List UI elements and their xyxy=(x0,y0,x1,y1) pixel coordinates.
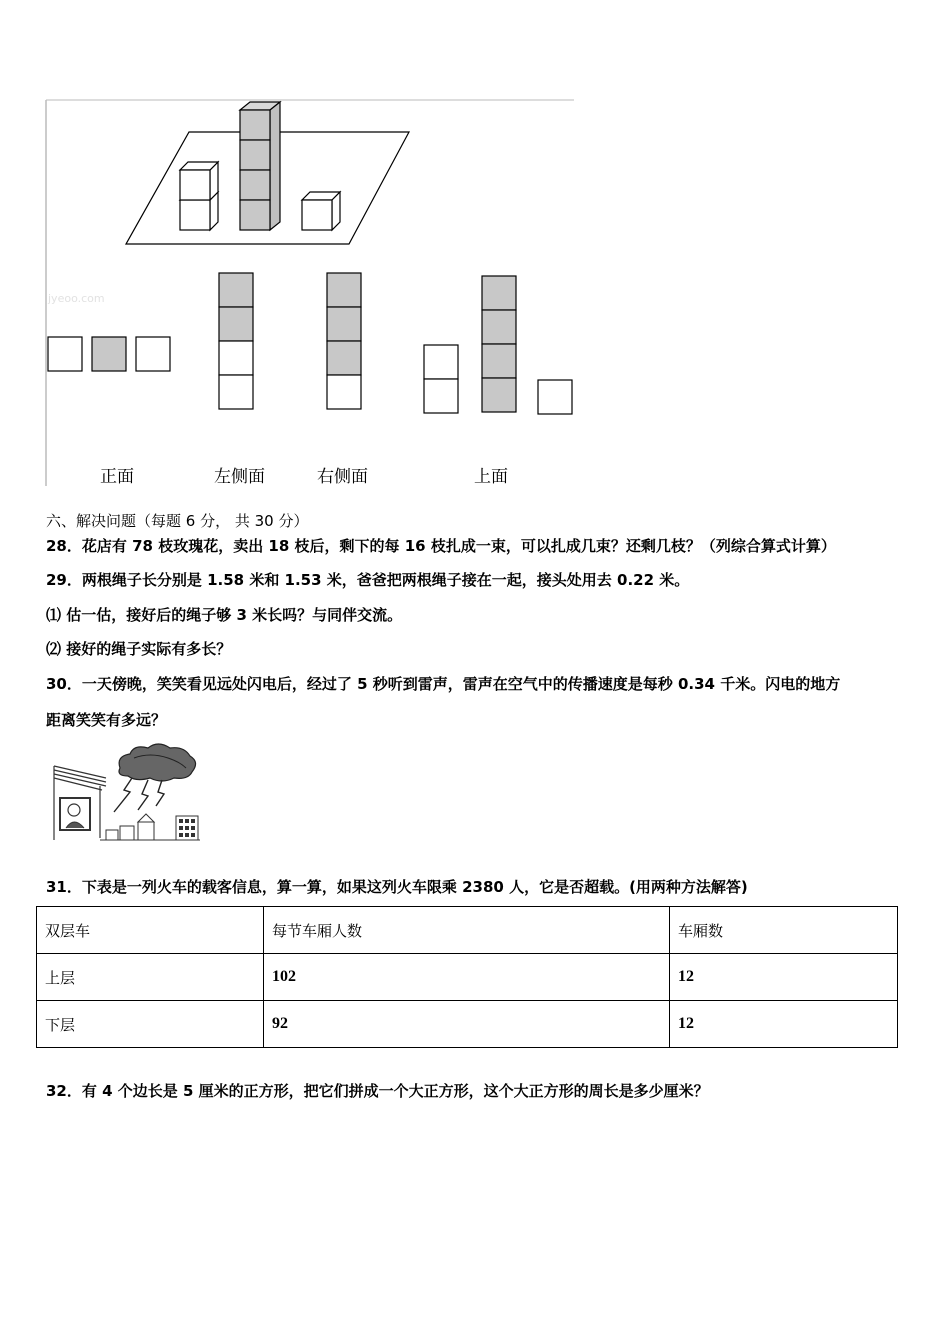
cube-diagram xyxy=(44,96,576,488)
table-cell: 102 xyxy=(264,954,670,1001)
table-cell: 12 xyxy=(670,1001,898,1048)
question-28: 28．花店有 78 枝玫瑰花，卖出 18 枝后，剩下的每 16 枝扎成一束，可以扎成几束？还剩几枝？（列综合算式计算） xyxy=(46,537,836,555)
table-cell: 上层 xyxy=(37,954,264,1001)
table-header-row xyxy=(37,907,898,954)
label-left-side: 左侧面 xyxy=(214,467,265,487)
table-row xyxy=(37,1001,898,1048)
table-cell: 92 xyxy=(264,1001,670,1048)
three-view-figure xyxy=(44,96,576,488)
table-header: 双层车 xyxy=(37,907,264,954)
question-30-line-1: 30．一天傍晚，笑笑看见远处闪电后，经过了 5 秒听到雷声，雷声在空气中的传播速度是每秒 0.34 千米。闪电的地方 xyxy=(46,675,841,693)
table-cell: 12 xyxy=(670,954,898,1001)
label-top: 上面 xyxy=(474,467,508,487)
question-29: 29．两根绳子长分别是 1.58 米和 1.53 米，爸爸把两根绳子接在一起，接头处用去 0.22 米。 xyxy=(46,571,690,589)
view-right xyxy=(327,273,361,409)
cube-single-right xyxy=(302,192,340,230)
table-row xyxy=(37,954,898,1001)
view-front xyxy=(48,337,170,371)
label-front: 正面 xyxy=(100,467,134,487)
question-31: 31．下表是一列火车的载客信息，算一算，如果这列火车限乘 2380 人，它是否超载。(用两种方法解答) xyxy=(46,878,748,896)
label-right-side: 右侧面 xyxy=(317,467,368,487)
question-30-line-2: 距离笑笑有多远？ xyxy=(46,711,167,729)
view-top xyxy=(424,276,572,414)
table-header: 车厢数 xyxy=(670,907,898,954)
table-cell: 下层 xyxy=(37,1001,264,1048)
view-left xyxy=(219,273,253,409)
lightning-illustration xyxy=(50,740,202,844)
question-32: 32．有 4 个边长是 5 厘米的正方形，把它们拼成一个大正方形，这个大正方形的周长是多少厘米？ xyxy=(46,1082,709,1100)
table-header: 每节车厢人数 xyxy=(264,907,670,954)
lightning-scene xyxy=(50,740,202,844)
watermark: jyeoo.com xyxy=(48,292,105,305)
cube-stack-middle xyxy=(240,102,280,230)
passenger-table xyxy=(36,906,898,1048)
question-29-part-2: ⑵ 接好的绳子实际有多长？ xyxy=(46,640,232,658)
question-29-part-1: ⑴ 估一估，接好后的绳子够 3 米长吗？与同伴交流。 xyxy=(46,606,403,624)
section-heading: 六、解决问题（每题 6 分， 共 30 分） xyxy=(46,512,309,530)
cube-stack-left xyxy=(180,162,218,230)
